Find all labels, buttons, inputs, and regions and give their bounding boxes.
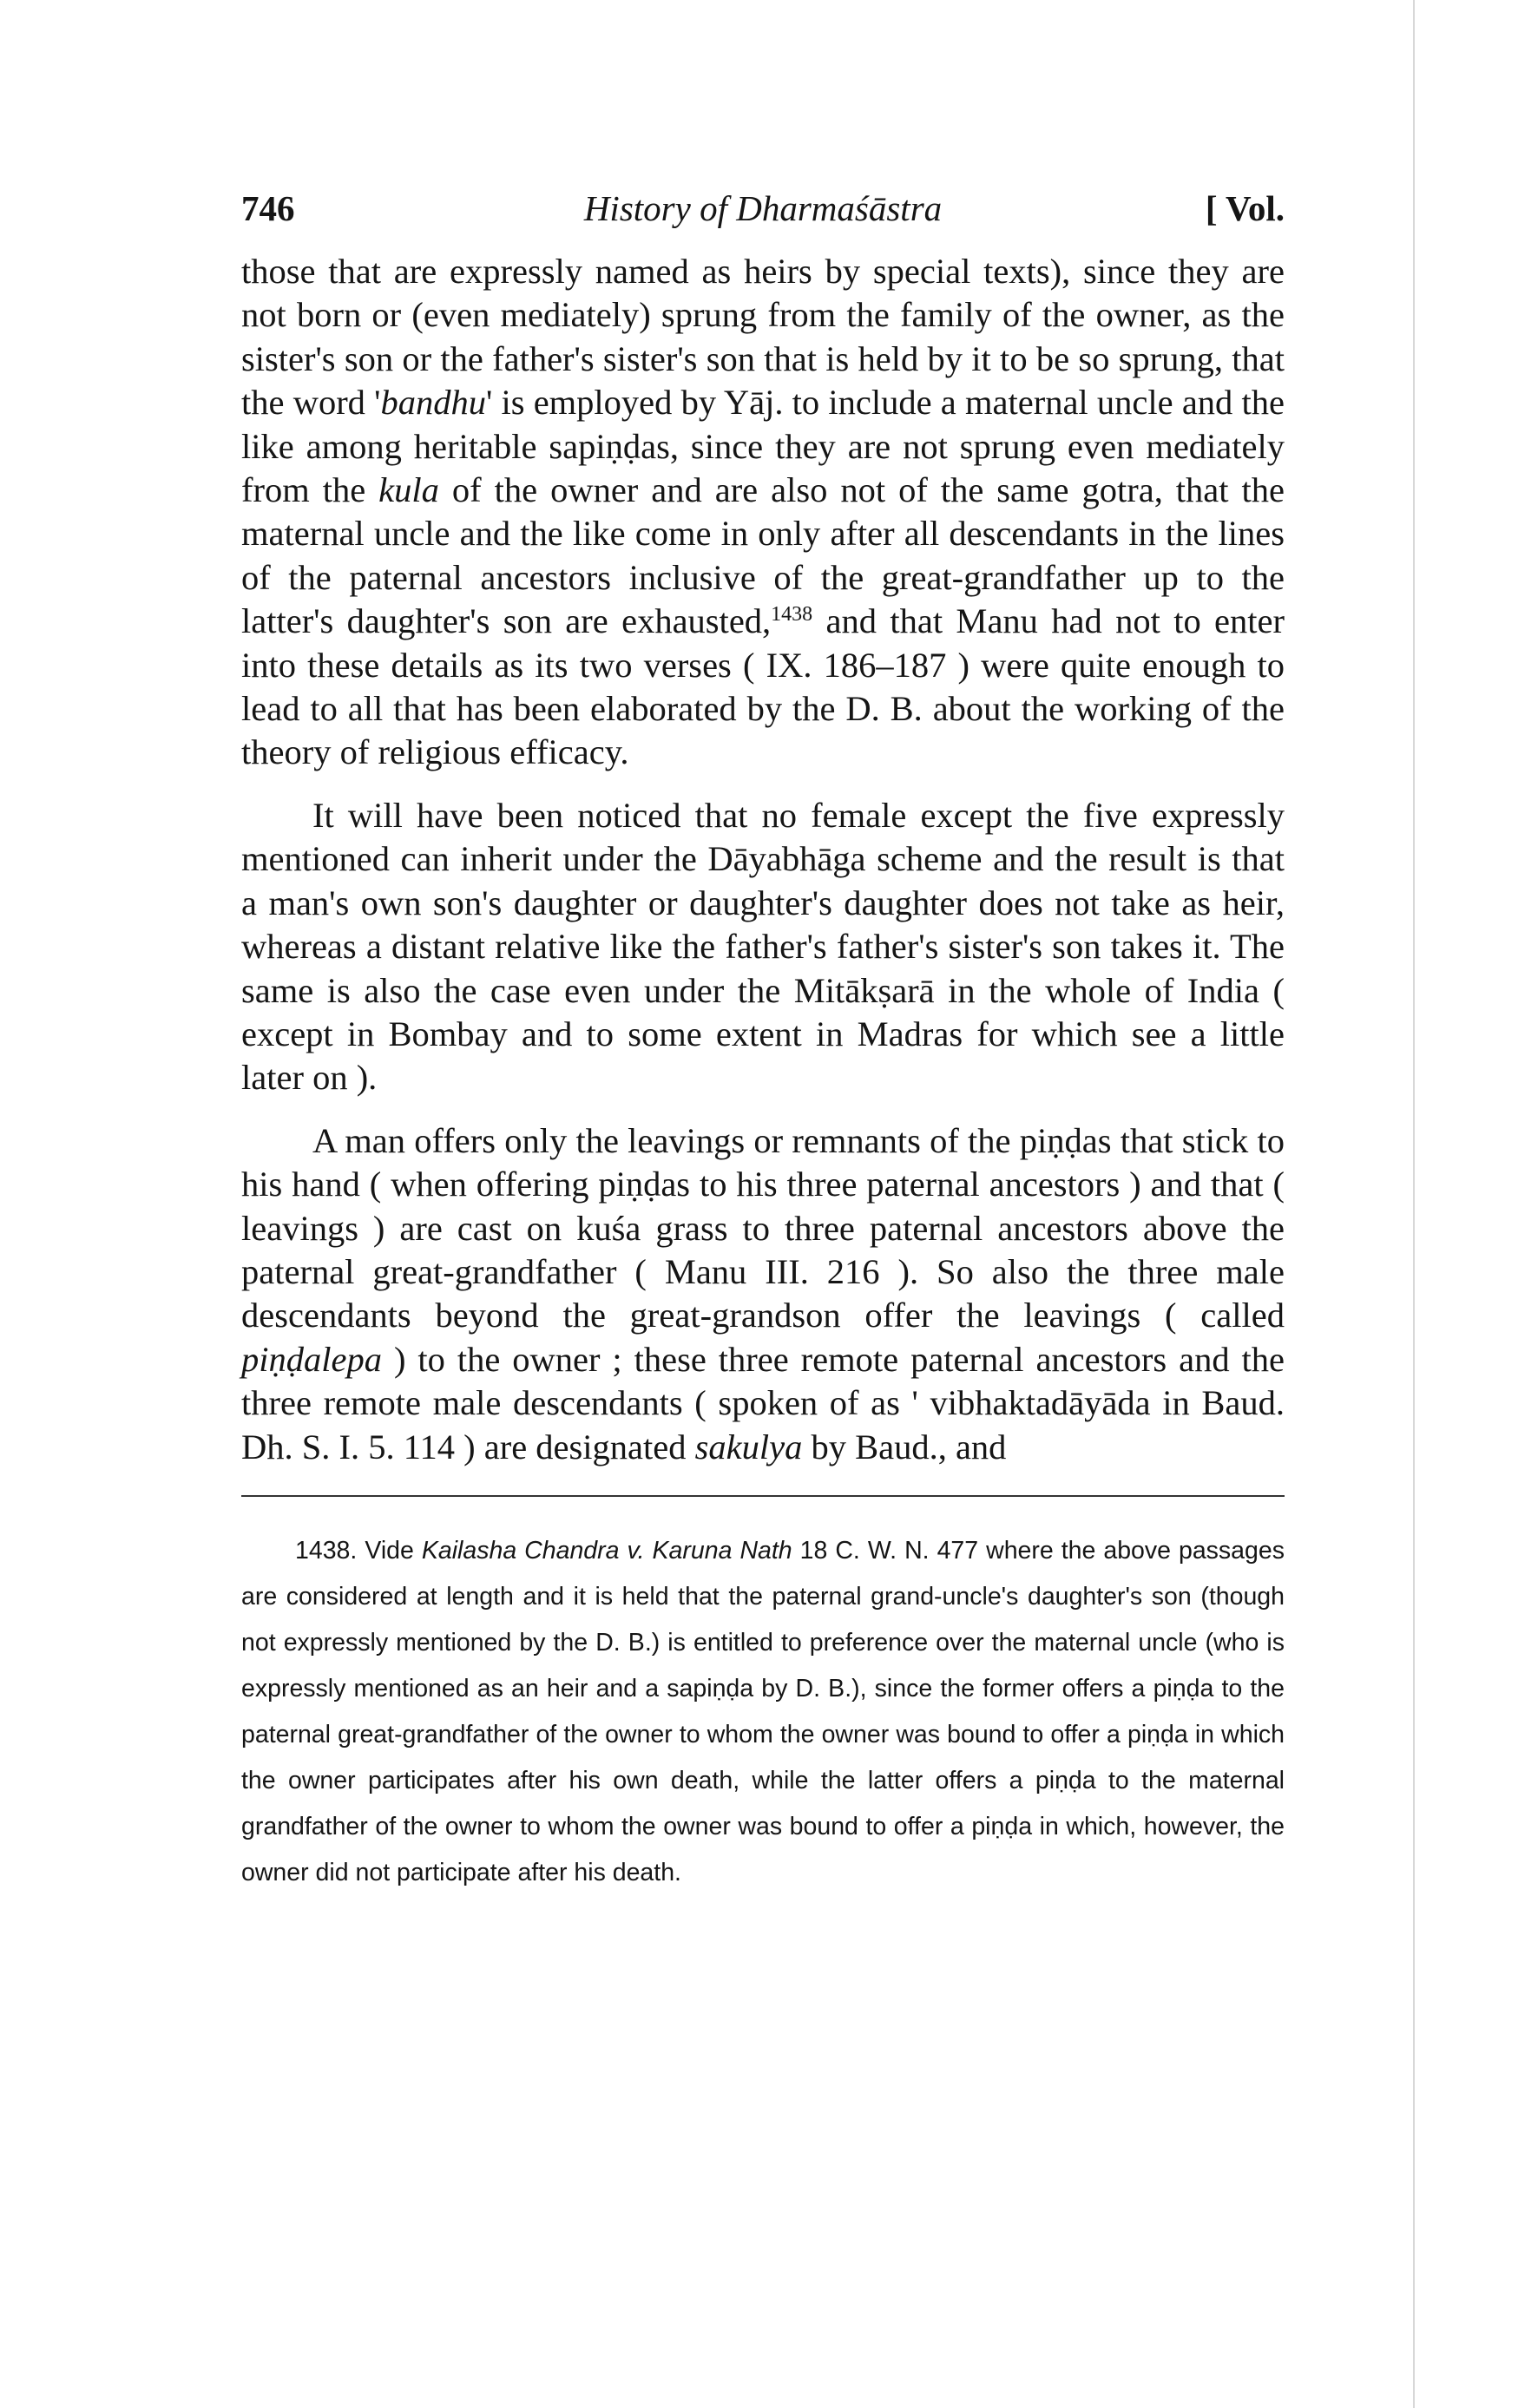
term-bandhu: bandhu [380,383,486,423]
page-number: 746 [241,188,295,228]
footnote-number: 1438. [295,1536,358,1565]
footnote-text: 18 C. W. N. 477 where the above passages are considered at length and it is held that the paternal grand-uncle's daughter's son (though not expressly mentioned by the D. B.) is entitled to preference over the maternal uncle (who is expressly mentioned as an heir and a sapiṇḍa by D. B.), since the former offers a piṇḍa to the paternal great-grandfather of the owner to whom the owner was bound to offer a piṇḍa in which the owner participates after his own death, while the latter offers a piṇḍa to the maternal grandfather of the owner to whom the owner was bound to offer a piṇḍa in which, however, the owner did not participate after his death. [241,1536,1285,1886]
running-title: History of Dharmaśāstra [583,188,943,228]
page-edge-line [1413,0,1415,2408]
document-page [241,174,1285,1896]
page-header [241,174,1285,243]
body-text [241,250,1285,1469]
footnote-case-name: Kailasha Chandra v. Karuna Nath [421,1536,792,1565]
paragraph-2: It will have been noticed that no female except the five expressly mentioned can inherit under the Dāyabhāga scheme and the result is that a man's own son's daughter or daughter's daughter does not take as heir, whereas a distant relative like the father's father's sister's son takes it. The same is also the case even under the Mitākṣarā in the whole of India ( except in Bombay and to some extent in Madras for which see a little later on ). [241,795,1285,1098]
term-kula: kula [378,470,439,510]
volume-label: [ Vol. [1205,188,1285,228]
footnote-1438: 1438. Vide Kailasha Chandra v. Karuna Nath 18 C. W. N. 477 where the above passages are considered at length and it is held that the paternal grand-uncle's daughter's son (though not expressly mentioned by the D. B.) is entitled to preference over the maternal uncle (who is expressly mentioned as an heir and a sapiṇḍa by D. B.), since the former offers a piṇḍa to the paternal great-grandfather of the owner to whom the owner was bound to offer a piṇḍa in which the owner participates after his own death, while the latter offers a piṇḍa to the maternal grandfather of the owner to whom the owner was bound to offer a piṇḍa in which, however, the owner did not participate after his death. [241,1536,1285,1886]
paragraph-1: those that are expressly named as heirs by special texts), since they are not born or (even mediately) sprung from the family of the owner, as the sister's son or the father's sister's son that is held by it to be so sprung, that the word 'bandhu' is employed by Yāj. to include a maternal uncle and the like among heritable sapiṇḍas, since they are not sprung even mediately from the kula of the owner and are also not of the same gotra, that the maternal uncle and the like come in only after all descendants in the lines of the paternal ancestors inclusive of the great-grandfather up to the latter's daughter's son are exhausted,$^{1438}$ and that Manu had not to enter into these details as its two verses ( IX. 186–187 ) were quite enough to lead to all that has been elaborated by the D. B. about the working of the theory of religious efficacy. [241,252,1285,772]
term-pindalepa: piṇḍalepa [241,1339,382,1379]
term-sakulya: sakulya [694,1427,803,1466]
footnote-reference: 1438 [771,603,813,627]
paragraph-3: A man offers only the leavings or remnants of the piṇḍas that stick to his hand ( when offering piṇḍas to his three paternal ancestors ) and that ( leavings ) are cast on kuśa grass to three paternal ancestors above the paternal great-grandfather ( Manu III. 216 ). So also the three male descendants beyond the great-grandson offer the leavings ( called piṇḍalepa ) to the owner ; these three remote paternal ancestors and the three remote male descendants ( spoken of as ' vibhaktadāyāda in Baud. Dh. S. I. 5. 114 ) are designated sakulya by Baud., and [241,1120,1285,1466]
footnote-divider [241,1495,1285,1497]
